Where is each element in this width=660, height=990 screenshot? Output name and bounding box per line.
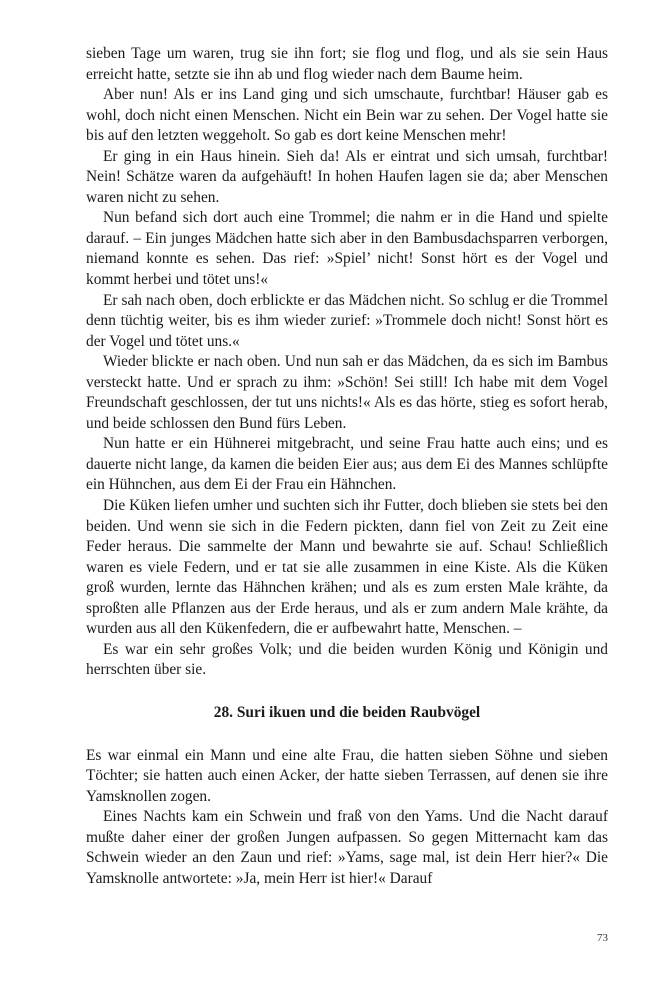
paragraph: Eines Nachts kam ein Schwein und fraß von den Yams. Und die Nacht darauf mußte daher einer der großen Jungen aufpassen. So gegen Mitternacht kam das Schwein wieder an den Zaun und rief: »Yams, sage mal, ist dein Herr hier?« Die Yamsknolle antwortete: »Ja, mein Herr ist hier!« Darauf xyxy=(86,808,608,887)
paragraph: Er sah nach oben, doch erblickte er das Mädchen nicht. So schlug er die Trommel denn tüchtig weiter, bis es ihm wieder zurief: »Trommele doch nicht! Sonst hört es der Vogel und tötet uns.« xyxy=(86,291,608,350)
paragraph: Wieder blickte er nach oben. Und nun sah er das Mädchen, da es sich im Bambus versteckt hatte. Und er sprach zu ihm: »Schön! Sei still! Ich habe mit dem Vogel Freundschaft geschlossen, der tut uns nichts!« Als es das hörte, stieg es sofort herab, und beide schlossen den Bund fürs Leben. xyxy=(86,353,608,432)
chapter-heading: 28. Suri ikuen und die beiden Raubvögel xyxy=(213,703,481,721)
paragraph: Nun befand sich dort auch eine Trommel; die nahm er in die Hand und spielte darauf. – Ein junges Mädchen hatte sich aber in den Bambusdachsparren verborgen, niemand konnte es sehen. Das rief: »Spiel’ nicht! Sonst hört es der Vogel und kommt herbei und tötet uns!« xyxy=(86,209,608,289)
paragraph: Aber nun! Als er ins Land ging und sich umschaute, furchtbar! Häuser gab es wohl, doch nicht einen Menschen. Nicht ein Bein war zu sehen. Der Vogel hatte sie bis auf den letzten weggeholt. So gab es dort keine Menschen mehr! xyxy=(86,86,608,145)
paragraph-chapter-opening: Es war einmal ein Mann und eine alte Frau, die hatten sieben Söhne und sieben Töchter; sie hatten auch einen Acker, der hatte sieben Terrassen, auf denen sie ihre Yamsknollen zogen. xyxy=(86,746,608,805)
paragraph: Die Küken liefen umher und suchten sich ihr Futter, doch blieben sie stets bei den beiden. Und wenn sie sich in die Federn pickten, dann fiel von Zeit zu Zeit eine Feder heraus. Die sammelte der Mann und bewahrte sie auf. Schau! Schließlich waren es viele Federn, und er tat sie alle zusammen in eine Kiste. Als die Küken groß wurden, lernte das Hähnchen krähen; und als es zum ersten Male krähte, da sproßten alle Pflanzen aus der Erde heraus, und als er zum andern Male krähte, da wurden aus all den Kükenfedern, die er aufbewahrt hatte, Menschen. – xyxy=(86,497,608,638)
page-number: 73 xyxy=(597,932,608,944)
paragraph-continuation: sieben Tage um waren, trug sie ihn fort; sie flog und flog, und als sie sein Haus erreicht hatte, setzte sie ihn ab und flog wieder nach dem Baume heim. xyxy=(86,45,608,83)
paragraph: Er ging in ein Haus hinein. Sieh da! Als er eintrat und sich umsah, furchtbar! Nein! Schätze waren da aufgehäuft! In hohen Haufen lagen sie da; aber Menschen waren nicht zu sehen. xyxy=(86,147,608,206)
paragraph: Es war ein sehr großes Volk; und die beiden wurden König und Königin und herrschten über sie. xyxy=(86,640,608,679)
book-page xyxy=(86,44,608,889)
paragraph: Nun hatte er ein Hühnerei mitgebracht, und seine Frau hatte auch eins; und es dauerte nicht lange, da kamen die beiden Eier aus; aus dem Ei des Mannes schlüpfte ein Hühnchen, aus dem Ei der Frau ein Hähnchen. xyxy=(86,435,608,494)
